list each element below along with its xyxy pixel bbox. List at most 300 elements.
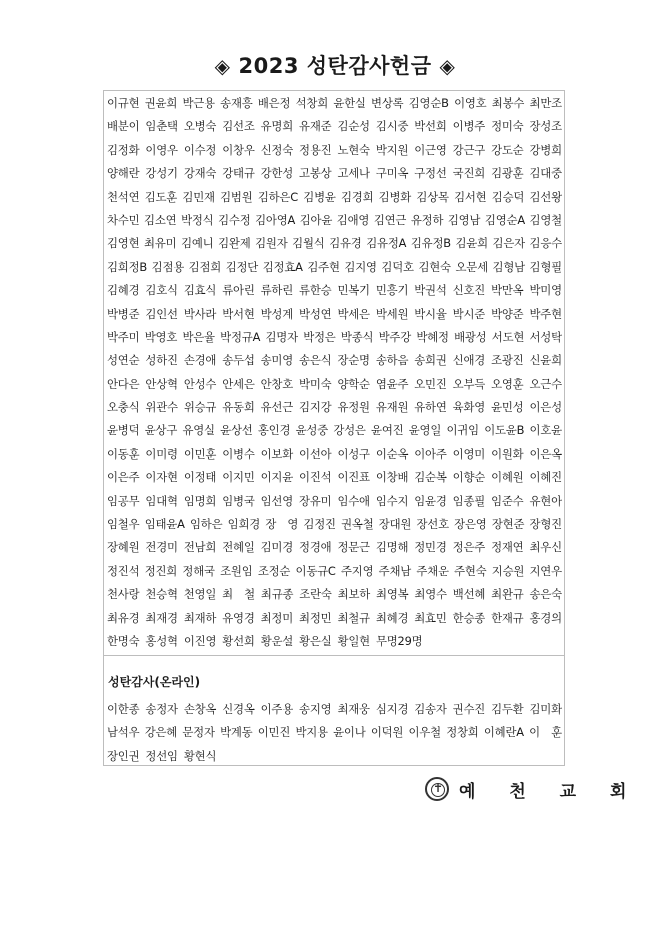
donor-name: 유영실 xyxy=(182,423,215,438)
donor-name: 이은성 xyxy=(529,400,562,415)
donor-name: 김점희 xyxy=(188,259,222,274)
donor-name: 최완규 xyxy=(491,587,524,602)
donor-name: 김아윤 xyxy=(299,212,333,227)
donor-name: 오부득 xyxy=(452,376,486,391)
donor-name: 김형남 xyxy=(492,259,525,274)
donor-name: 조원임 xyxy=(220,563,253,578)
church-footer xyxy=(425,775,640,803)
donor-name: 오민진 xyxy=(414,376,447,391)
donor-name: 임준수 xyxy=(491,493,524,508)
donor-name: 최유미 xyxy=(144,236,177,251)
donor-name: 임명희 xyxy=(183,493,217,508)
donor-name: 성연순 xyxy=(107,353,140,368)
donor-name: 김선왕 xyxy=(529,189,562,204)
donor-name: 배은정 xyxy=(257,96,291,110)
donor-name: 차수민 xyxy=(107,212,140,227)
donor-name: 최만조 xyxy=(529,96,562,110)
donor-name: 임희경 xyxy=(227,517,261,532)
donor-name: 김도훈 xyxy=(144,189,178,204)
diamond-right-icon: ◈ xyxy=(439,54,456,78)
donor-name: 한승종 xyxy=(452,610,486,625)
donor-name: 김시중 xyxy=(375,119,409,134)
donor-name: 이영우 xyxy=(145,142,178,157)
donor-name: 김명해 xyxy=(375,540,409,555)
donor-name: 이 훈 xyxy=(529,725,562,740)
donor-name: 유하연 xyxy=(414,400,447,415)
donor-name: 박선희 xyxy=(414,119,447,134)
name-row xyxy=(104,256,564,279)
name-row xyxy=(104,396,564,419)
donor-name: 이호윤 xyxy=(529,423,562,438)
donor-name: 신호진 xyxy=(452,283,486,298)
donor-name: 구정선 xyxy=(414,166,447,181)
donor-name: 천승혁 xyxy=(145,587,178,602)
donor-name: 김민재 xyxy=(182,189,215,204)
donor-name: 김완제 xyxy=(218,236,251,251)
donor-name: 이주용 xyxy=(260,702,294,716)
donor-name: 최우신 xyxy=(529,540,562,555)
donor-name: 유명희 xyxy=(260,119,294,134)
donor-name: 이수정 xyxy=(183,142,217,157)
donor-name: 이병수 xyxy=(222,446,255,461)
donor-name: 천영일 xyxy=(183,587,217,602)
donor-name: 주채남 xyxy=(378,563,412,578)
donor-name: 박미영 xyxy=(529,283,562,298)
donor-name: 백선혜 xyxy=(452,587,486,602)
donor-name: 천사랑 xyxy=(107,587,140,602)
diamond-left-icon: ◈ xyxy=(214,54,231,78)
donor-name: 김아영A xyxy=(255,212,296,227)
donor-name: 박계동 xyxy=(220,725,253,740)
donor-name: 장형진 xyxy=(529,517,562,532)
donor-name: 정민경 xyxy=(414,540,447,555)
donor-name: 김정화 xyxy=(107,142,140,157)
name-row xyxy=(104,721,564,744)
donor-name: 강태규 xyxy=(222,166,255,181)
donor-name: 정선임 xyxy=(145,748,178,763)
donor-name: 오영훈 xyxy=(491,376,524,391)
donor-name: 정재연 xyxy=(491,540,524,555)
donor-names-list xyxy=(104,91,564,653)
donor-name: 임하은 xyxy=(189,517,223,532)
donor-name: 류아린 xyxy=(222,283,255,298)
donor-name: 이민진 xyxy=(257,725,291,740)
name-row xyxy=(104,443,564,466)
donor-name: 이우철 xyxy=(408,725,441,740)
donor-name: 윤상선 xyxy=(220,423,253,438)
donor-name: 최재웅 xyxy=(337,702,370,716)
donor-name: 김원자 xyxy=(255,236,288,251)
donor-name: 이귀임 xyxy=(446,423,479,438)
name-row xyxy=(104,373,564,396)
donor-name: 강재숙 xyxy=(183,166,217,181)
donor-name: 이정태 xyxy=(183,470,217,485)
donor-name: 안다은 xyxy=(107,376,140,391)
donor-name: 박정규A xyxy=(220,329,261,344)
donor-name: 오근수 xyxy=(529,376,562,391)
donor-name: 노현숙 xyxy=(337,142,370,157)
donor-name: 김송자 xyxy=(414,702,447,716)
donor-name: 정미숙 xyxy=(491,119,524,134)
donor-name: 한재규 xyxy=(491,610,524,625)
donor-name: 최재하 xyxy=(183,610,217,625)
donor-name: 육화영 xyxy=(452,400,486,415)
donor-name: 최 철 xyxy=(222,587,255,602)
donor-name: 이지윤 xyxy=(260,470,294,485)
donor-name: 최보하 xyxy=(337,587,371,602)
donor-name: 이병주 xyxy=(452,119,486,134)
donor-name: 홍인경 xyxy=(257,423,291,438)
donor-name: 최철규 xyxy=(337,610,370,625)
donor-name: 이미령 xyxy=(145,446,178,461)
donor-name: 권옥철 xyxy=(341,517,374,532)
donor-name: 김순복 xyxy=(414,470,447,485)
donor-name: 김덕호 xyxy=(381,259,414,274)
donor-name: 이아주 xyxy=(414,446,447,461)
name-row xyxy=(104,513,564,536)
donor-name: 강성은 xyxy=(333,423,366,438)
donor-name: 박시율 xyxy=(414,306,447,321)
donor-name: 송재흥 xyxy=(220,96,253,110)
donor-name: 박시준 xyxy=(452,306,486,321)
name-row xyxy=(104,745,564,768)
donor-name: 김응수 xyxy=(529,236,562,251)
donor-name: 김범원 xyxy=(220,189,253,204)
donor-name: 양해란 xyxy=(107,166,140,181)
name-row xyxy=(104,490,564,513)
donor-name: 박미숙 xyxy=(299,376,332,391)
donor-name: 김윤희 xyxy=(455,236,488,251)
online-section-heading: 성탄감사(온라인) xyxy=(108,675,201,689)
donor-name: 최정민 xyxy=(299,610,332,625)
name-row xyxy=(104,583,564,606)
donor-name: 임공무 xyxy=(107,493,140,508)
donor-name: 임병국 xyxy=(222,493,255,508)
donor-name: 김두환 xyxy=(491,702,524,716)
donor-name: 강도순 xyxy=(491,142,524,157)
donor-name: 김미경 xyxy=(260,540,294,555)
donor-name: 윤한실 xyxy=(333,96,366,110)
donor-name: 김정효A xyxy=(262,259,303,274)
donor-name: 권수진 xyxy=(452,702,486,716)
donor-name: 최유경 xyxy=(107,610,140,625)
donor-name: 이진표 xyxy=(337,470,370,485)
donor-name: 김병화 xyxy=(378,189,412,204)
donor-name: 김광훈 xyxy=(491,166,524,181)
donor-name: 장인권 xyxy=(107,748,140,763)
donor-name: 김지강 xyxy=(299,400,332,415)
donor-name: 지승원 xyxy=(491,563,525,578)
donor-name: 염윤주 xyxy=(375,376,409,391)
donor-name: 송하음 xyxy=(375,353,409,368)
donor-name: 윤성중 xyxy=(295,423,329,438)
name-row xyxy=(104,115,564,138)
donor-name: 신경옥 xyxy=(222,702,255,716)
donor-name: 주현숙 xyxy=(454,563,487,578)
donor-name: 윤영일 xyxy=(408,423,442,438)
donor-name: 박종식 xyxy=(340,329,374,344)
donor-name: 남석우 xyxy=(107,725,140,740)
donor-name: 오병숙 xyxy=(183,119,217,134)
donor-name: 정진희 xyxy=(144,563,178,578)
donor-name: 배분이 xyxy=(107,119,140,134)
donor-name: 송은식 xyxy=(299,353,332,368)
donor-name: 김주현 xyxy=(307,259,340,274)
donor-name: 김수정 xyxy=(218,212,251,227)
donor-name: 김예니 xyxy=(181,236,214,251)
donor-name: 유영경 xyxy=(222,610,255,625)
donor-name: 박정식 xyxy=(181,212,214,227)
donor-name: 정은주 xyxy=(452,540,486,555)
donor-name: 안창호 xyxy=(260,376,294,391)
donor-name: 이지민 xyxy=(222,470,255,485)
donor-name: 유정원 xyxy=(337,400,370,415)
donor-name: 임수지 xyxy=(375,493,409,508)
donor-name: 정진석 xyxy=(107,563,140,578)
donor-name: 양학순 xyxy=(337,376,370,391)
online-donor-names-list xyxy=(104,695,564,768)
donor-name: 이창우 xyxy=(222,142,255,157)
donor-name: 이혜진 xyxy=(529,470,562,485)
donor-name: 박주미 xyxy=(107,329,140,344)
donor-name: 이향순 xyxy=(452,470,486,485)
donor-name: 신애경 xyxy=(452,353,486,368)
donor-name: 안상혁 xyxy=(145,376,178,391)
donor-name: 김월식 xyxy=(292,236,325,251)
donor-name: 민흥기 xyxy=(375,283,409,298)
donor-name: 장은영 xyxy=(454,517,487,532)
donor-name: 윤여진 xyxy=(371,423,404,438)
donor-name: 민복기 xyxy=(337,283,370,298)
donor-name: 김영철 xyxy=(529,212,562,227)
church-seal-icon xyxy=(425,777,449,801)
donor-name: 이영미 xyxy=(452,446,486,461)
donor-name: 박주현 xyxy=(529,306,562,321)
donor-name: 이동규C xyxy=(295,563,336,578)
donor-name: 김희정B xyxy=(107,259,148,274)
donor-name: 권윤희 xyxy=(144,96,178,110)
name-row xyxy=(104,698,564,721)
donor-name: 최봉수 xyxy=(491,96,525,110)
donor-name: 박근용 xyxy=(182,96,215,110)
donor-name: 장선호 xyxy=(416,517,449,532)
donor-name: 윤병덕 xyxy=(107,423,140,438)
donor-name: 김미화 xyxy=(529,702,562,716)
donor-name: 장현준 xyxy=(491,517,525,532)
title-text: 2023 성탄감사헌금 xyxy=(238,54,432,78)
donor-name: 박성연 xyxy=(299,306,332,321)
donor-name: 김효식 xyxy=(183,283,217,298)
donor-name: 최효민 xyxy=(414,610,447,625)
donor-name: 송정자 xyxy=(145,702,178,716)
donor-name: 이규현 xyxy=(107,96,140,110)
donor-name: 이보화 xyxy=(260,446,294,461)
donor-name: 김지영 xyxy=(344,259,377,274)
donor-name: 박양준 xyxy=(491,306,524,321)
donor-name: 김정진 xyxy=(303,517,336,532)
donor-name: 김인선 xyxy=(145,306,178,321)
name-row xyxy=(104,630,564,653)
donor-name: 전남희 xyxy=(183,540,217,555)
name-row xyxy=(104,607,564,630)
donor-name: 강한성 xyxy=(260,166,294,181)
donor-name: 이민훈 xyxy=(183,446,217,461)
donor-name: 이한종 xyxy=(107,702,140,716)
donor-name: 고봉상 xyxy=(299,166,332,181)
donor-name: 정용진 xyxy=(299,142,332,157)
donor-name: 김순성 xyxy=(337,119,370,134)
name-row xyxy=(104,560,564,583)
donor-name: 송지영 xyxy=(299,702,332,716)
name-row xyxy=(104,326,564,349)
donor-name: 위관수 xyxy=(145,400,178,415)
donor-name: 이원화 xyxy=(491,446,524,461)
donor-name: 박정은 xyxy=(303,329,336,344)
donor-name: 김영순A xyxy=(484,212,525,227)
donor-name: 박혜정 xyxy=(416,329,449,344)
donor-name: 서성탁 xyxy=(529,329,562,344)
donor-name: 신윤희 xyxy=(529,353,562,368)
donor-name: 김경희 xyxy=(340,189,374,204)
donor-name: 황현식 xyxy=(183,748,217,763)
name-row xyxy=(104,186,564,209)
name-row xyxy=(104,419,564,442)
donor-name: 김유정A xyxy=(366,236,407,251)
donor-name: 이도윤B xyxy=(484,423,525,438)
donor-name: 김형필 xyxy=(529,259,562,274)
donor-name: 구미옥 xyxy=(375,166,409,181)
donor-name: 박병준 xyxy=(107,306,140,321)
donor-name: 김병윤 xyxy=(303,189,336,204)
donor-name: 이진석 xyxy=(299,470,332,485)
donor-name: 안성수 xyxy=(183,376,217,391)
donor-name: 한명숙 xyxy=(107,633,140,648)
donor-name: 윤상구 xyxy=(144,423,178,438)
donor-name: 석창희 xyxy=(295,96,329,110)
donor-name: 이성구 xyxy=(337,446,370,461)
donor-name: 황은실 xyxy=(299,633,332,648)
donor-name: 김서현 xyxy=(454,189,487,204)
donor-name: 박권석 xyxy=(414,283,447,298)
donor-name: 강은혜 xyxy=(144,725,178,740)
donor-name: 주채운 xyxy=(416,563,449,578)
church-name: 예 천 교 회 xyxy=(459,781,641,802)
online-donor-box xyxy=(103,656,565,766)
donor-name: 신정숙 xyxy=(260,142,294,157)
donor-name: 최정미 xyxy=(260,610,294,625)
donor-name: 김점용 xyxy=(151,259,185,274)
donor-name: 정창희 xyxy=(446,725,479,740)
donor-name: 고세나 xyxy=(337,166,370,181)
name-row xyxy=(104,232,564,255)
donor-name: 이순옥 xyxy=(375,446,409,461)
donor-name: 류한승 xyxy=(299,283,332,298)
donor-name: 최영복 xyxy=(376,587,409,602)
donor-name: 송두섭 xyxy=(222,353,255,368)
donor-name: 임태윤A xyxy=(144,517,185,532)
donor-name: 이영호 xyxy=(454,96,487,110)
donor-name: 김승덕 xyxy=(491,189,525,204)
donor-name: 박주강 xyxy=(378,329,412,344)
donor-name: 유동희 xyxy=(222,400,255,415)
donor-name: 송희권 xyxy=(414,353,447,368)
name-row xyxy=(104,466,564,489)
donor-name: 김상목 xyxy=(416,189,449,204)
donor-name: 임대혁 xyxy=(145,493,178,508)
donor-name: 지연우 xyxy=(529,563,562,578)
donor-name: 김은자 xyxy=(492,236,525,251)
donor-name: 김호식 xyxy=(145,283,178,298)
donor-name: 정경애 xyxy=(299,540,332,555)
donor-name: 김명자 xyxy=(265,329,298,344)
name-row xyxy=(104,279,564,302)
donor-name: 조정순 xyxy=(257,563,291,578)
donor-name: 박만옥 xyxy=(491,283,524,298)
donor-name: 박세원 xyxy=(375,306,409,321)
donor-name: 주지영 xyxy=(340,563,374,578)
donor-name: 박성계 xyxy=(260,306,294,321)
name-row xyxy=(104,162,564,185)
donor-name: 김혜경 xyxy=(107,283,140,298)
donor-name: 김대중 xyxy=(529,166,562,181)
donor-name: 국진희 xyxy=(452,166,486,181)
donor-name: 임윤경 xyxy=(414,493,447,508)
donor-name: 전경미 xyxy=(145,540,178,555)
name-row xyxy=(104,139,564,162)
donor-name: 김유정B xyxy=(410,236,451,251)
donor-name: 박세은 xyxy=(337,306,370,321)
donor-name: 유재원 xyxy=(375,400,409,415)
donor-name: 김애영 xyxy=(336,212,370,227)
donor-name: 유선근 xyxy=(260,400,294,415)
donor-name: 홍성혁 xyxy=(145,633,178,648)
donor-name: 배광성 xyxy=(454,329,487,344)
donor-name: 송미영 xyxy=(260,353,294,368)
donor-name: 김정단 xyxy=(225,259,259,274)
donor-name: 송은숙 xyxy=(529,587,562,602)
donor-name: 최규종 xyxy=(260,587,294,602)
donor-name: 천석연 xyxy=(107,189,140,204)
donor-name: 장순명 xyxy=(337,353,370,368)
donor-name: 손경애 xyxy=(183,353,217,368)
donor-name: 박서현 xyxy=(222,306,255,321)
donor-names-box xyxy=(103,90,565,656)
donor-name: 이자현 xyxy=(145,470,178,485)
donor-name: 장유미 xyxy=(299,493,332,508)
donor-name: 홍경의 xyxy=(529,610,562,625)
donor-name: 임선영 xyxy=(260,493,294,508)
name-row xyxy=(104,536,564,559)
donor-name: 성하진 xyxy=(145,353,178,368)
donor-name: 조란숙 xyxy=(299,587,332,602)
donor-name: 김연근 xyxy=(373,212,407,227)
donor-name: 임수애 xyxy=(337,493,370,508)
donor-name: 박지원 xyxy=(375,142,409,157)
donor-name: 전혜일 xyxy=(222,540,255,555)
donor-name: 김하은C xyxy=(257,189,298,204)
donor-name: 정문근 xyxy=(337,540,370,555)
donor-name: 김현숙 xyxy=(418,259,451,274)
donor-name: 유재준 xyxy=(299,119,332,134)
donor-name: 임춘택 xyxy=(145,119,178,134)
donor-name: 박사라 xyxy=(183,306,217,321)
donor-name: 유정하 xyxy=(410,212,444,227)
name-row xyxy=(104,92,564,115)
donor-name: 조광진 xyxy=(491,353,524,368)
donor-name: 오충식 xyxy=(107,400,140,415)
donor-name: 강근구 xyxy=(452,142,486,157)
donor-name: 심지경 xyxy=(375,702,409,716)
